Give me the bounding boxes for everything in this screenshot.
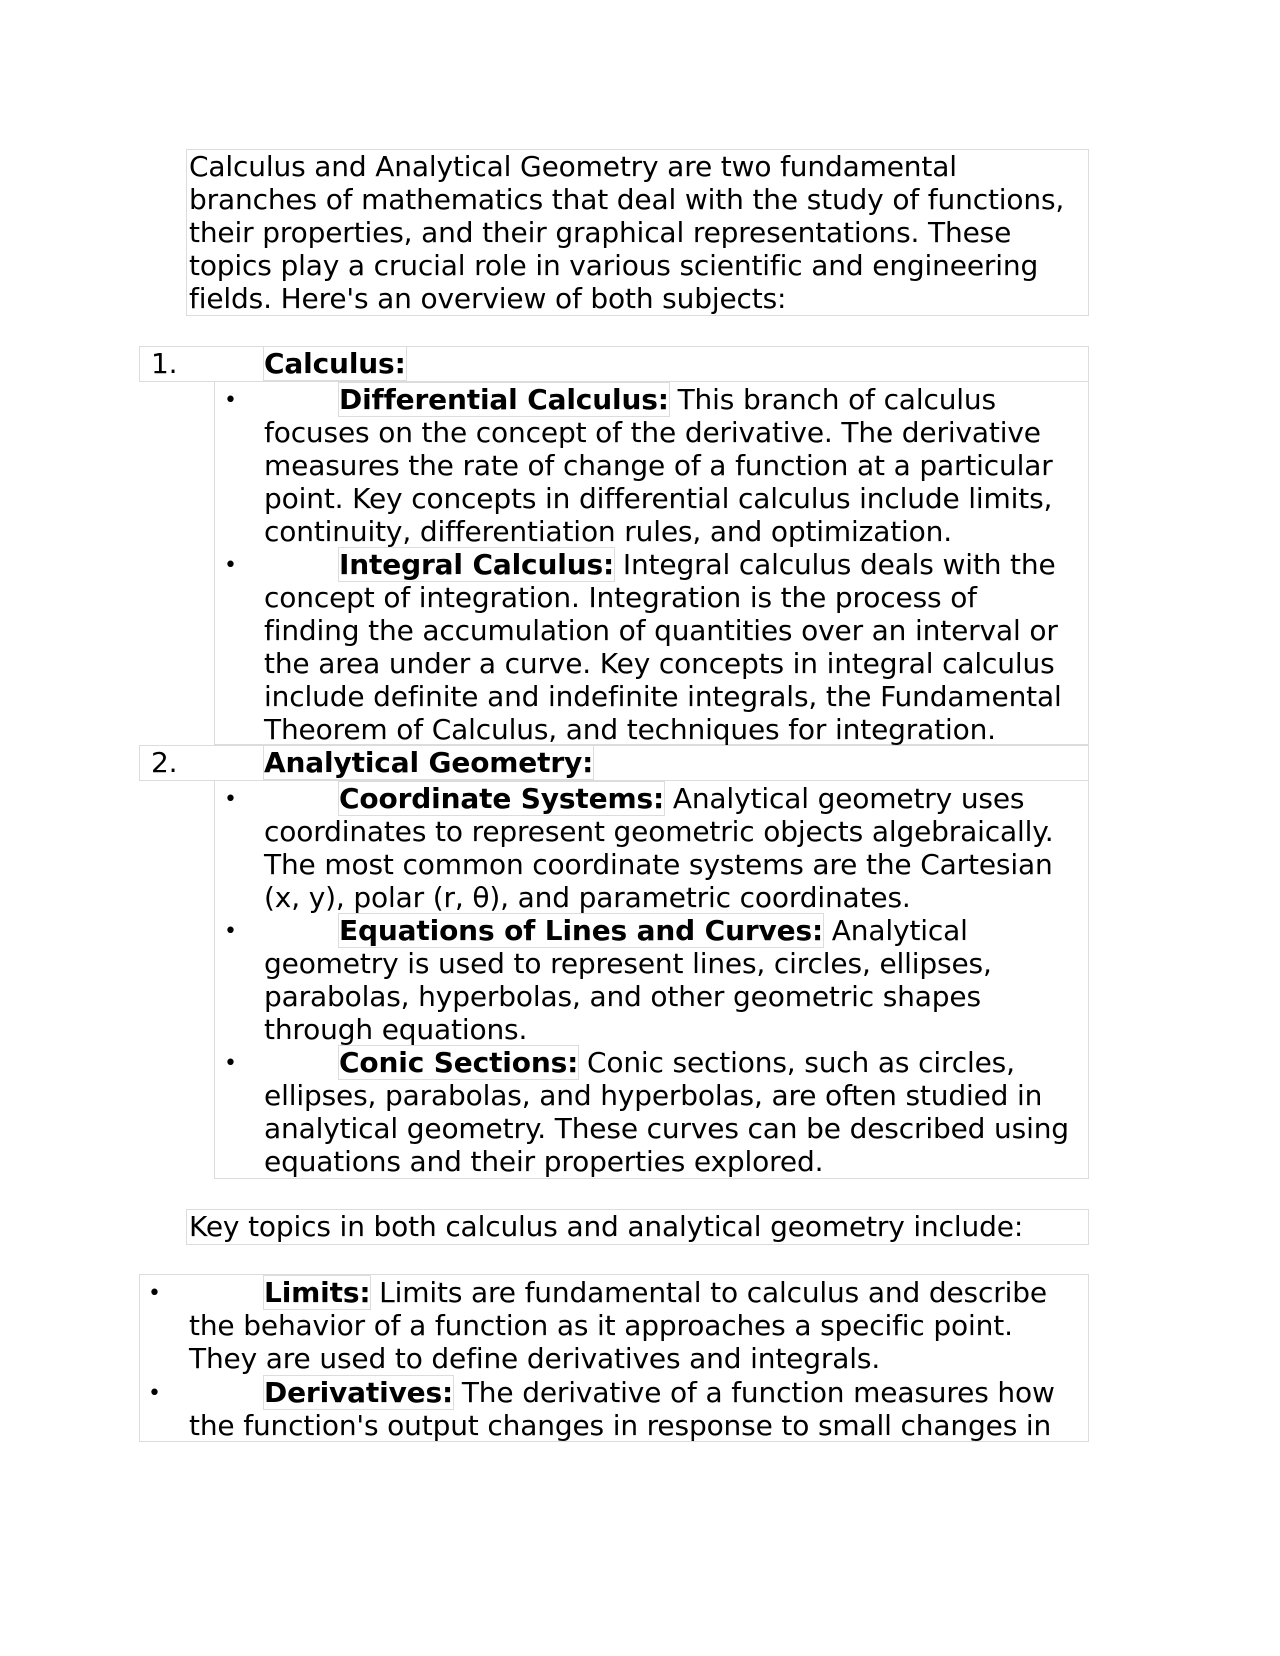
intro-line: their properties, and their graphical representations. These [189,216,1012,249]
item-label: Integral Calculus: [339,548,615,581]
list-item-line: concept of integration. Integration is the process of [264,581,977,614]
intro-line: Calculus and Analytical Geometry are two fundamental [189,150,957,183]
section-2-title: Analytical Geometry: [264,746,594,779]
list-item-line: the function's output changes in response to small changes in [189,1409,1052,1442]
item-label: Differential Calculus: [339,383,669,416]
item-label: Derivatives: [264,1376,454,1409]
bullet-icon: • [224,919,237,944]
list-item-line: ellipses, parabolas, and hyperbolas, are often studied in [264,1079,1043,1112]
bullet-icon: • [148,1381,161,1406]
item-label: Equations of Lines and Curves: [339,914,824,947]
bullet-icon: • [224,787,237,812]
list-item-first-line [339,914,968,947]
list-item-line: geometry is used to represent lines, circles, ellipses, [264,947,992,980]
list-item-line: finding the accumulation of quantities over an interval or [264,614,1058,647]
bullet-icon: • [224,388,237,413]
list-item-line: (x, y), polar (r, θ), and parametric coordinates. [264,881,911,914]
bullet-icon: • [224,553,237,578]
list-item-first-line [339,548,1056,581]
list-item-line: equations and their properties explored. [264,1145,824,1178]
list-item-line: analytical geometry. These curves can be described using [264,1112,1069,1145]
item-text: Limits are fundamental to calculus and describe [370,1276,1047,1309]
item-text: Conic sections, such as circles, [578,1046,1015,1079]
list-item-line: the area under a curve. Key concepts in integral calculus [264,647,1055,680]
list-item-line: focuses on the concept of the derivative. The derivative [264,416,1041,449]
intro-line: branches of mathematics that deal with the study of functions, [189,183,1065,216]
item-text: Analytical [823,914,968,947]
item-label: Coordinate Systems: [339,782,665,815]
item-text: Analytical geometry uses [664,782,1025,815]
list-item-first-line [264,1276,1047,1309]
intro-line: fields. Here's an overview of both subjects: [189,282,787,315]
bullet-icon: • [224,1051,237,1076]
list-item-line: The most common coordinate systems are the Cartesian [264,848,1053,881]
item-label: Limits: [264,1276,371,1309]
list-item-line: continuity, differentiation rules, and optimization. [264,515,953,548]
section-1-title: Calculus: [264,347,406,380]
list-item-first-line [339,1046,1015,1079]
key-topics-heading: Key topics in both calculus and analytical geometry include: [189,1210,1024,1243]
section-1-number: 1. [151,347,178,380]
intro-line: topics play a crucial role in various scientific and engineering [189,249,1039,282]
list-item-first-line [339,383,996,416]
bullet-icon: • [148,1281,161,1306]
list-item-line: measures the rate of change of a function at a particular [264,449,1053,482]
list-item-line: parabolas, hyperbolas, and other geometric shapes [264,980,981,1013]
list-item-line: include definite and indefinite integrals, the Fundamental [264,680,1062,713]
list-item-line: the behavior of a function as it approaches a specific point. [189,1309,1013,1342]
list-item-first-line [339,782,1024,815]
list-item-line: They are used to define derivatives and integrals. [189,1342,881,1375]
list-item-line: Theorem of Calculus, and techniques for integration. [264,713,996,746]
item-text: The derivative of a function measures how [453,1376,1055,1409]
list-item-line: point. Key concepts in differential calculus include limits, [264,482,1053,515]
item-text: This branch of calculus [668,383,996,416]
list-item-line: coordinates to represent geometric objects algebraically. [264,815,1054,848]
list-item-line: through equations. [264,1013,528,1046]
item-text: Integral calculus deals with the [614,548,1056,581]
list-item-first-line [264,1376,1055,1409]
item-label: Conic Sections: [339,1046,579,1079]
section-2-number: 2. [151,746,178,779]
